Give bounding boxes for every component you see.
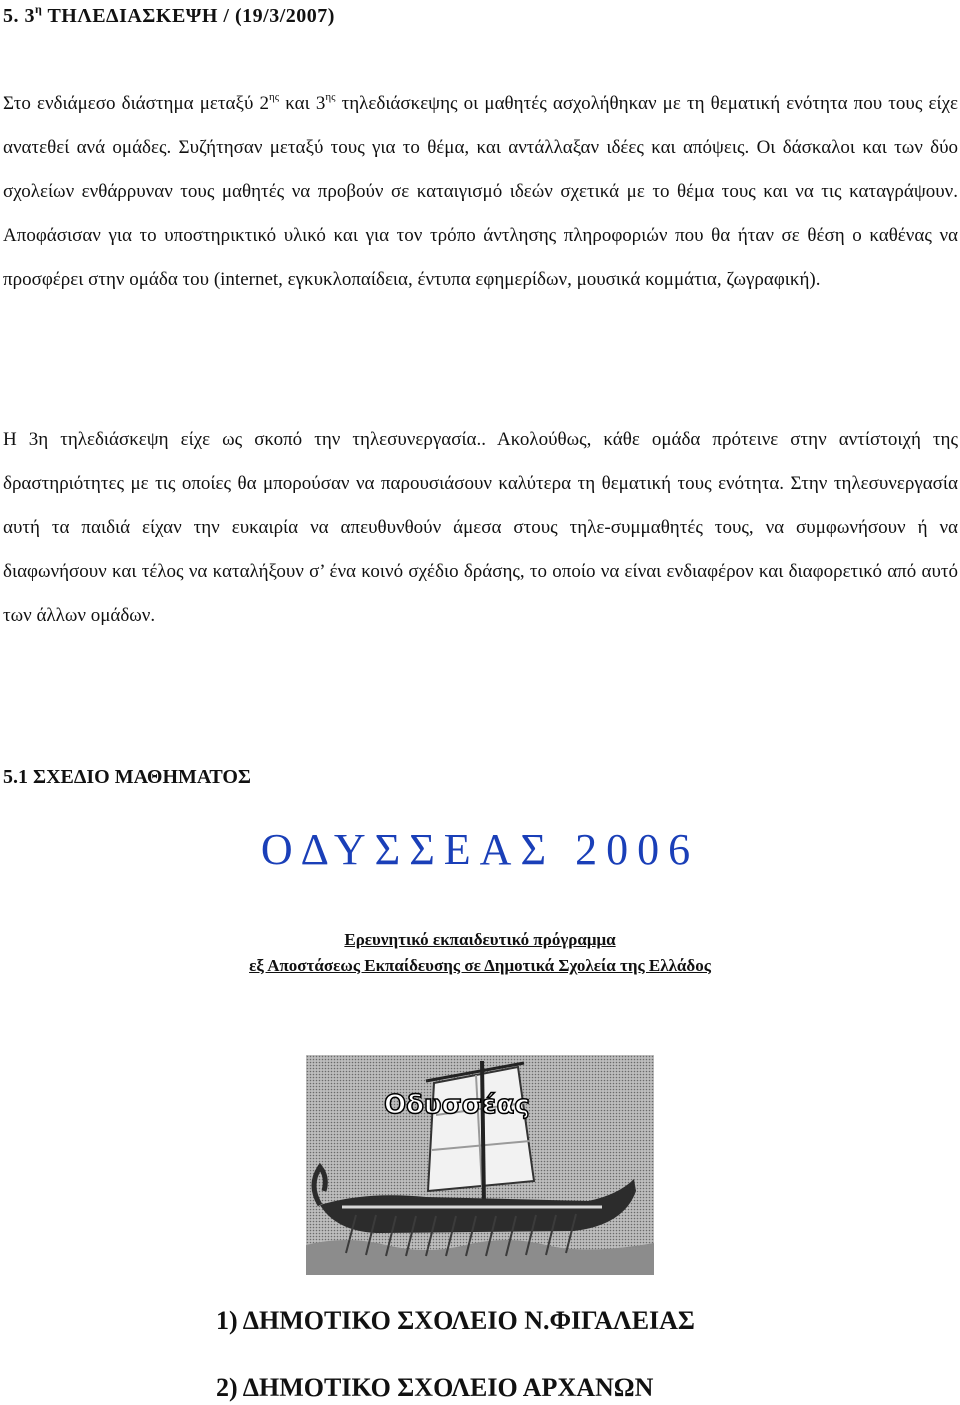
section-superscript: η	[35, 2, 43, 16]
ordinal-suffix-2: ης	[325, 91, 336, 103]
paragraph-1-text-a: Στο ενδιάμεσο διάστημα μεταξύ 2	[3, 93, 269, 114]
section-heading	[3, 2, 335, 28]
paragraph-1-text-b: και 3	[279, 93, 326, 114]
paragraph-1	[3, 82, 958, 302]
ship-illustration	[306, 1055, 654, 1275]
paragraph-1-text-c: τηλεδιάσκεψης οι μαθητές ασχολήθηκαν με τη θεματική ενότητα που τους είχε ανατεθεί ανά ομάδες. Συζήτησαν μεταξύ τους για το θέμα, και αντάλλαξαν ιδέες και απόψεις. Οι δάσκαλοι και των δύο σχολείων ενθάρρυναν τους μαθητές να προβούν σε καταιγισμό ιδεών σχετικά με το θέμα τους και να τις καταγράψουν. Αποφάσισαν για το υποστηρικτικό υλικό και για τον τρόπο άντλησης πληροφοριών που θα ήταν σε θέση ο καθένας να προσφέρει στην ομάδα του (internet, εγκυκλοπαίδεια, έντυπα εφημερίδων, μουσικά κομμάτια, ζωγραφική).	[3, 93, 958, 290]
subsection-heading: 5.1 ΣΧΕΔΙΟ ΜΑΘΗΜΑΤΟΣ	[3, 766, 251, 788]
ship-label: Οδυσσέας	[384, 1090, 530, 1120]
section-title-text: ΤΗΛΕΔΙΑΣΚΕΨΗ / (19/3/2007)	[42, 5, 335, 27]
program-subtitle-1	[0, 930, 960, 950]
program-title: ΟΔΥΣΣΕΑΣ 2006	[260, 825, 700, 874]
program-subtitle-1-text: Ερευνητικό εκπαιδευτικό πρόγραμμα	[344, 930, 616, 949]
ship-icon	[306, 1055, 654, 1275]
section-number: 5. 3	[3, 5, 35, 27]
program-subtitle-2-text: εξ Αποστάσεως Εκπαίδευσης σε Δημοτικά Σχολεία της Ελλάδος	[249, 956, 711, 975]
paragraph-2: Η 3η τηλεδιάσκεψη είχε ως σκοπό την τηλεσυνεργασία.. Ακολούθως, κάθε ομάδα πρότεινε στην αντίστοιχή της δραστηριότητες με τις οποίες θα μπορούσαν να παρουσιάσουν καλύτερα τη θεματική τους ενότητα. Στην τηλεσυνεργασία αυτή τα παιδιά είχαν την ευκαιρία να απευθυνθούν άμεσα στους τηλε-συμμαθητές τους, να συμφωνήσουν ή να διαφωνήσουν και τέλος να καταλήξουν σ’ ένα κοινό σχέδιο δράσης, το οποίο να είναι ενδιαφέρον και διαφορετικό από αυτό των άλλων ομάδων.	[3, 429, 958, 626]
program-subtitle-2	[0, 956, 960, 976]
school-item-2: 2) ΔΗΜΟΤΙΚΟ ΣΧΟΛΕΙΟ ΑΡΧΑΝΩΝ	[216, 1373, 654, 1402]
ordinal-suffix-1: ης	[269, 91, 280, 103]
school-item-1: 1) ΔΗΜΟΤΙΚΟ ΣΧΟΛΕΙΟ Ν.ΦΙΓΑΛΕΙΑΣ	[216, 1306, 695, 1335]
